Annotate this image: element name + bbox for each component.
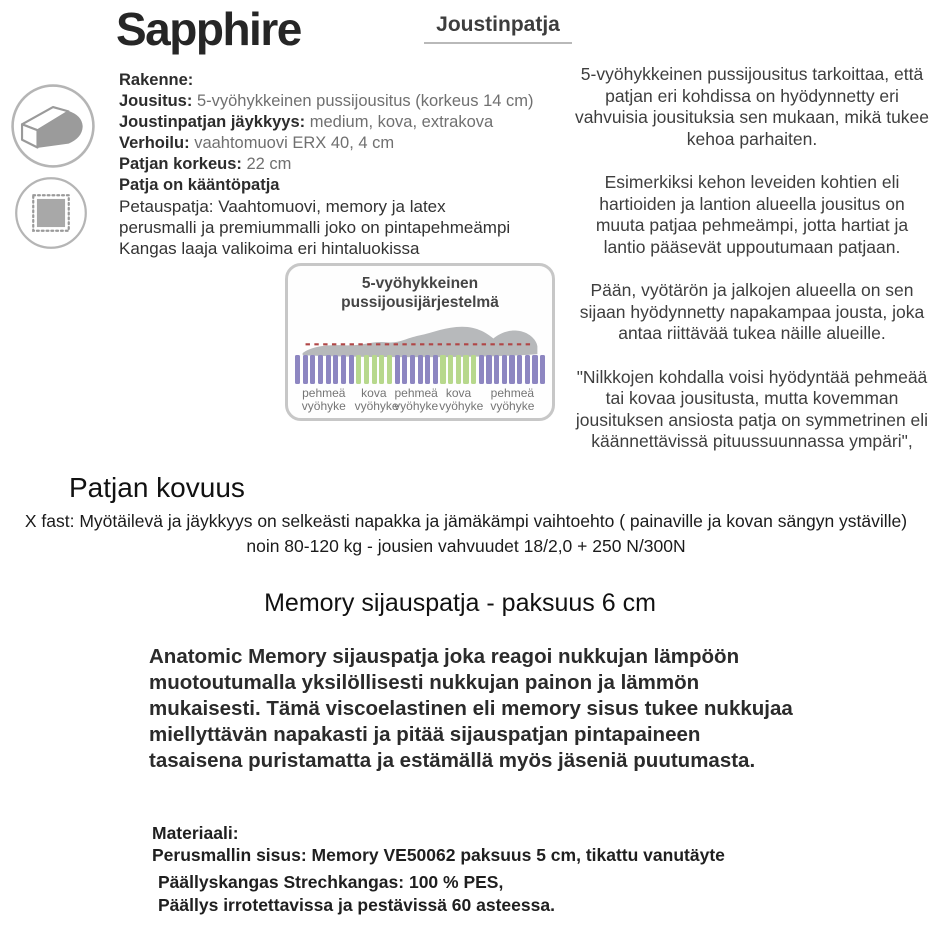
spring-bar bbox=[425, 355, 430, 384]
spec-value: medium, kova, extrakova bbox=[309, 113, 494, 131]
spring-bar bbox=[372, 355, 377, 384]
spring-bar bbox=[326, 355, 331, 384]
sleeper-body-silhouette bbox=[295, 314, 545, 359]
hardness-description: X fast: Myötäilevä ja jäykkyys on selkeästi napakka ja jämäkämpi vaihtoehto ( painaville ja kovan sängyn ystäville) bbox=[24, 511, 908, 531]
zone-label-line2: vyöhyke bbox=[439, 399, 484, 414]
material-line: Perusmallin sisus: Memory VE50062 paksuus 5 cm, tikattu vanutäyte bbox=[152, 845, 725, 865]
zone-label-line1: pehmeä bbox=[490, 385, 535, 400]
spring-bar bbox=[318, 355, 323, 384]
structure-heading: Rakenne: bbox=[119, 71, 194, 89]
spring-bar bbox=[295, 355, 300, 384]
spec-row bbox=[119, 175, 559, 196]
spring-bar bbox=[395, 355, 400, 384]
spec-label: Jousitus: bbox=[119, 92, 193, 110]
zone-labels bbox=[293, 387, 547, 414]
structure-note: perusmalli ja premiummalli joko on pintapehmeämpi bbox=[119, 218, 511, 237]
description-paragraph: Esimerkiksi kehon leveiden kohtien eli hartioiden ja lantion alueella jousitus on muuta patjaa pehmeämpi, jotta hartiat ja lantio pääsevät uppoutumaan patjaan. bbox=[595, 172, 909, 257]
structure-note: Kangas laaja valikoima eri hintaluokissa bbox=[119, 239, 420, 258]
spring-bar bbox=[448, 355, 453, 384]
spring-bar bbox=[433, 355, 438, 384]
zone-label bbox=[439, 385, 484, 414]
material-heading: Materiaali: bbox=[152, 823, 239, 843]
spring-bar bbox=[303, 355, 308, 384]
spring-bar bbox=[402, 355, 407, 384]
spring-bar bbox=[356, 355, 361, 384]
spring-bar bbox=[540, 355, 545, 384]
spring-bar bbox=[410, 355, 415, 384]
zone-label-line1: kova bbox=[445, 385, 472, 400]
mattress-corner-icon bbox=[10, 83, 96, 169]
spring-bar bbox=[471, 355, 476, 384]
spec-row bbox=[119, 112, 559, 133]
spring-bar bbox=[502, 355, 507, 384]
spec-row bbox=[119, 154, 559, 175]
spring-bar bbox=[341, 355, 346, 384]
spec-label: Patjan korkeus: bbox=[119, 155, 242, 173]
structure-section bbox=[119, 70, 559, 259]
spec-label: Joustinpatjan jäykkyys: bbox=[119, 113, 306, 131]
zone-label-line2: vyöhyke bbox=[490, 399, 535, 414]
spring-bar bbox=[456, 355, 461, 384]
diagram-title-line1: 5-vyöhykkeinen bbox=[361, 275, 479, 292]
description-column bbox=[574, 64, 930, 475]
spec-row bbox=[119, 91, 559, 112]
zone-label bbox=[293, 387, 355, 414]
page-title: Sapphire bbox=[116, 3, 301, 55]
spring-bar bbox=[418, 355, 423, 384]
spring-bar bbox=[517, 355, 522, 384]
category-heading: Joustinpatja bbox=[424, 13, 572, 44]
description-paragraph: Pään, vyötärön ja jalkojen alueella on sen sijaan hyödynnetty napakampaa jousta, joka antaa riittävää tukea näille alueille. bbox=[579, 280, 925, 343]
spring-bar bbox=[349, 355, 354, 384]
cover-fabric-line: Päällyskangas Strechkangas: 100 % PES, bbox=[158, 872, 504, 892]
spring-bar bbox=[463, 355, 468, 384]
structure-note: Petauspatja: Vaahtomuovi, memory ja latex bbox=[119, 197, 446, 216]
spec-row bbox=[119, 133, 559, 154]
spring-bar bbox=[525, 355, 530, 384]
spring-bar bbox=[532, 355, 537, 384]
zone-label-line1: kova bbox=[361, 385, 387, 400]
hardness-heading: Patjan kovuus bbox=[69, 472, 245, 503]
spring-bar bbox=[486, 355, 491, 384]
spring-bar bbox=[333, 355, 338, 384]
zone-label bbox=[478, 387, 547, 414]
spec-value: vaahtomuovi ERX 40, 4 cm bbox=[194, 134, 395, 152]
spec-label: Patja on kääntöpatja bbox=[119, 176, 280, 194]
material-block bbox=[152, 822, 725, 866]
spring-bar bbox=[509, 355, 514, 384]
spring-bar bbox=[364, 355, 369, 384]
spec-value: 22 cm bbox=[246, 155, 292, 173]
spring-bar bbox=[387, 355, 392, 384]
spring-bar bbox=[310, 355, 315, 384]
hardness-spring-strengths: noin 80-120 kg - jousien vahvuudet 18/2,0 + 250 N/300N bbox=[246, 536, 686, 556]
zone-label-line1: pehmeä bbox=[394, 385, 438, 400]
spring-bar bbox=[479, 355, 484, 384]
spring-bars bbox=[295, 355, 545, 384]
description-paragraph: "Nilkkojen kohdalla voisi hyödyntää pehmeää tai kovaa jousitusta, mutta kovemman jousituksen ansiosta patja on symmetrinen eli käännettävissä pituussuunnassa ympäri", bbox=[575, 366, 929, 451]
memory-topper-description: Anatomic Memory sijauspatja joka reagoi nukkujan lämpöön muotoutumalla yksilöllisesti nukkujan painon ja lämmön mukaisesti. Tämä viscoelastinen eli memory sisus tukee nukkujaa miellyttävän napakasti ja pitää sijauspatjan pintapaineen tasaisena puristamatta ja estämällä myös jäseniä puutumasta. bbox=[149, 645, 793, 772]
spring-bar bbox=[379, 355, 384, 384]
spec-label: Verhoilu: bbox=[119, 134, 190, 152]
spring-zone-diagram bbox=[285, 263, 555, 421]
fabric-swatch-icon bbox=[14, 176, 88, 250]
zone-label-line1: pehmeä bbox=[302, 385, 346, 400]
zone-label bbox=[393, 387, 439, 414]
spec-value: 5-vyöhykkeinen pussijousitus (korkeus 14 cm) bbox=[196, 92, 534, 110]
diagram-title-line2: pussijousijärjestelmä bbox=[341, 293, 499, 311]
diagram-title bbox=[288, 275, 552, 313]
cover-wash-line: Päällys irrotettavissa ja pestävissä 60 asteessa. bbox=[158, 895, 555, 915]
cover-block bbox=[158, 871, 555, 917]
zone-label-line2: vyöhyke bbox=[354, 399, 399, 414]
zone-label-line2: vyöhyke bbox=[301, 399, 346, 414]
memory-topper-heading: Memory sijauspatja - paksuus 6 cm bbox=[264, 589, 656, 617]
spring-bar bbox=[494, 355, 499, 384]
zone-label-line2: vyöhyke bbox=[394, 399, 439, 414]
description-paragraph: 5-vyöhykkeinen pussijousitus tarkoittaa, että patjan eri kohdissa on hyödynnetty eri vahvuisia jousituksia sen mukaan, mikä tukee kehoa parhaiten. bbox=[574, 64, 930, 149]
zone-label bbox=[354, 385, 399, 414]
spring-bar bbox=[440, 355, 445, 384]
